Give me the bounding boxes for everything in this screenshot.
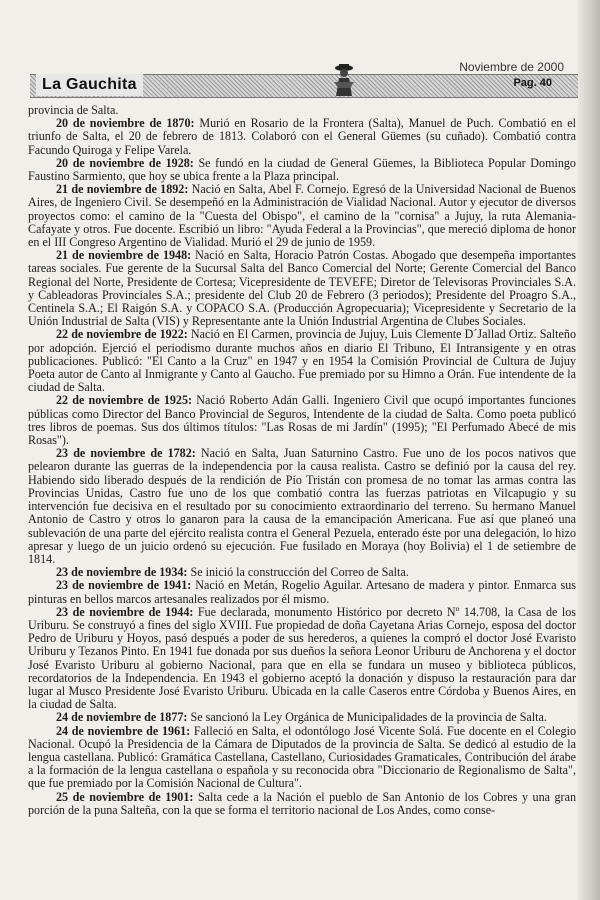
entry-4 <box>28 249 576 328</box>
entry-date: 23 de noviembre de 1934: <box>56 565 188 580</box>
entry-text: Murió en Rosario de la Frontera (Salta), Manuel de Puch. Combatió en el triunfo de Salta, el 20 de febrero de 1813. Colaboró con el General Güemes (su cuñado). Combatió contra Facundo Quiroga y Felipe Varela. <box>28 116 576 157</box>
entry-6 <box>28 394 576 447</box>
entry-date: 20 de noviembre de 1928: <box>56 155 194 170</box>
entry-text: provincia de Salta. <box>28 103 119 117</box>
entry-3 <box>28 183 576 249</box>
entry-date: 22 de noviembre de 1922: <box>56 327 188 342</box>
entry-text: Se fundó en la ciudad de General Güemes, la Biblioteca Popular Domingo Faustino Sarmiento, que hoy se ubica frente a la Plaza principal. <box>28 155 576 184</box>
entry-date: 25 de noviembre de 1901: <box>56 789 194 804</box>
entry-text: Salta cede a la Nación el pueblo de San Antonio de los Cobres y una gran porción de la puna Salteña, con la que se forma el territorio nacional de Los Andes, como conse- <box>28 789 576 817</box>
entry-text: Fue declarada, monumento Histórico por decreto Nº 14.708, la Casa de los Uriburu. Se construyó a fines del siglo XVIII. Fue propiedad de doña Cayetana Arias Cornejo, esposa del doctor Pedro de Uriburu y Hoyos, pasó después a poder de sus herederos, a quienes la compró el doctor José Evaristo Uriburu y Tezanos Pinto. En 1941 fue donada por sus dueños la señora Leonor Uriburu de Anchorena y el doctor José Evaristo Uriburu al gobierno Nacional, para que en ella se fundara un museo y biblioteca públicos, recordatorios de la Independencia. En 1943 el gobierno aceptó la donación y dispuso la restauración para dar lugar al Musco Presidente José Evaristo Uriburu. Ubicada en la calle Caseros entre Córdoba y Buenos Aires, en la ciudad de Salta. <box>28 604 576 712</box>
entry-10 <box>28 606 576 712</box>
entry-2 <box>28 157 576 183</box>
issue-date: Noviembre de 2000 <box>459 60 564 74</box>
entry-13 <box>28 791 576 817</box>
entry-7 <box>28 447 576 566</box>
entry-text: Nació en Metán, Rogelio Aguilar. Artesano de madera y pintor. Enmarca sus pinturas en bellos marcos artesanales realizados por él mismo. <box>28 578 576 606</box>
entry-date: 23 de noviembre de 1941: <box>56 578 192 593</box>
entry-date: 22 de noviembre de 1925: <box>56 393 193 408</box>
entry-text: Nació Roberto Adán Galli. Ingeniero Civil que ocupó importantes funciones públicas como Director del Banco Provincial de Seguros, Intendente de la ciudad de Salta. Como poeta publicó tres libros de poemas. Sus dos últimos títulos: "Las Rosas de mi Jardín" (1995); "El Perfumado Abecé de mis Rosas"). <box>28 393 576 448</box>
article-body <box>28 104 576 817</box>
entry-5 <box>28 328 576 394</box>
entry-1 <box>28 117 576 157</box>
entry-date: 21 de noviembre de 1948: <box>56 248 192 263</box>
entry-text: Nació en Salta, Abel F. Cornejo. Egresó de la Universidad Nacional de Buenos Aires, de Ingeniero Civil. Se desempeñó en la Administración de Vialidad Nacional. Autor y ejecutor de diversos proyectos como: el camino de la "Cuesta del Obispo", el camino de la "cornisa" a Jujuy, la ruta Alemania-Cafayate y otros. Fue docente. Escribió un libro: "Ayuda Federal a la Provincias", que mereció diploma de honor en el III Congreso Argentino de Vialidad. Murió el 29 de junio de 1959. <box>28 182 576 250</box>
entry-12 <box>28 725 576 791</box>
page-edge-shadow <box>578 0 600 900</box>
entry-text: Nació en El Carmen, provincia de Jujuy, Luis Clemente D´Jallad Ortiz. Salteño por adopción. Ejerció el periodismo durante muchos años en diario El Tribuno, El Intransigente y en otras publicaciones. Publicó: "El Canto a la Cruz" en 1947 y en 1954 la Comisión Provincial de Cultura de Jujuy Poeta autor de Canto al Inmigrante y Canto al Gaucho. Fue premiado por su Himno a Orán. Fue intendente de la ciudad de Salta. <box>28 327 576 395</box>
entry-date: 24 de noviembre de 1877: <box>56 710 188 725</box>
page-header <box>30 60 578 102</box>
publication-name: La Gauchita <box>36 74 143 96</box>
entry-date: 24 de noviembre de 1961: <box>56 723 191 738</box>
entry-text: Nació en Salta, Juan Saturnino Castro. Fue uno de los pocos nativos que pelearon durante las guerras de la independencia por la causa realista. Castro se definió por la causa del rey. Habiendo sido liberado después de la rendición de Pío Tristán con promesa de no tomar las armas contra las Provincias Unidas, Castro fue uno de los que combatió contra las fuerzas patriotas en Vilcapugio y su intervención fue decisiva en el resultado por su conocimiento extraordinario del terreno. Su hermano Manuel Antonio de Castro y otros lo ganaron para la causa de la emancipación Americana. Fue así que planeó una sublevación de una parte del ejército realista contra el General Pezuela, enterado éste por una delegación, lo hizo apresar y luego de un juicio ordenó su ejecución. Fue fusilado en Moraya (hoy Bolivia) el 1 de setiembre de 1814. <box>28 446 576 566</box>
entry-text: Nació en Salta, Horacio Patrón Costas. Abogado que desempeña importantes tareas sociales. Fue gerente de la Sucursal Salta del Banco Comercial del Norte; Gerente Comercial del Banco Regional del Norte, Presidente de Cortesa; Vicepresidente de TEVEFE; Diretor de Televisoras Provinciales S.A. y Cableadoras Provinciales S.A.; presidente del Club 20 de Febrero (3 periodos); Presidente del Proagro S.A., Centinela S.A.; El Raigón S.A. y COPACO S.A. (Producción Agropecuaria); Vicepresidente y Secretario de la Unión Industrial de Salta (VIS) y Representante ante la Unión Industrial Argentina de Clubes Sociales. <box>28 248 576 329</box>
gaucho-logo-icon <box>330 60 358 98</box>
entry-text: Se sancionó la Ley Orgánica de Municipalidades de la provincia de Salta. <box>187 710 547 725</box>
entry-date: 21 de noviembre de 1892: <box>56 182 189 197</box>
entry-date: 23 de noviembre de 1944: <box>56 604 194 619</box>
entry-date: 23 de noviembre de 1782: <box>56 446 196 461</box>
entry-date: 20 de noviembre de 1870: <box>56 116 195 131</box>
page-number: Pag. 40 <box>513 77 552 89</box>
entry-9 <box>28 579 576 605</box>
entry-text: Falleció en Salta, el odontólogo José Vicente Solá. Fue docente en el Colegio Nacional. Ocupó la Presidencia de la Cámara de Diputados de la provincia de Salta. Se dedicó al estudio de la lengua castellana. Publicó: Gramática Castellana, Castellano, Curiosidades Gramaticales, Contribución del árabe a la formación de la lengua castellana o española y su reconocida obra "Diccionario de Regionalismo de Salta", que fue premiado por la Comisión Nacional de Cultura". <box>28 723 576 791</box>
entry-text: Se inició la construcción del Correo de Salta. <box>187 565 409 580</box>
